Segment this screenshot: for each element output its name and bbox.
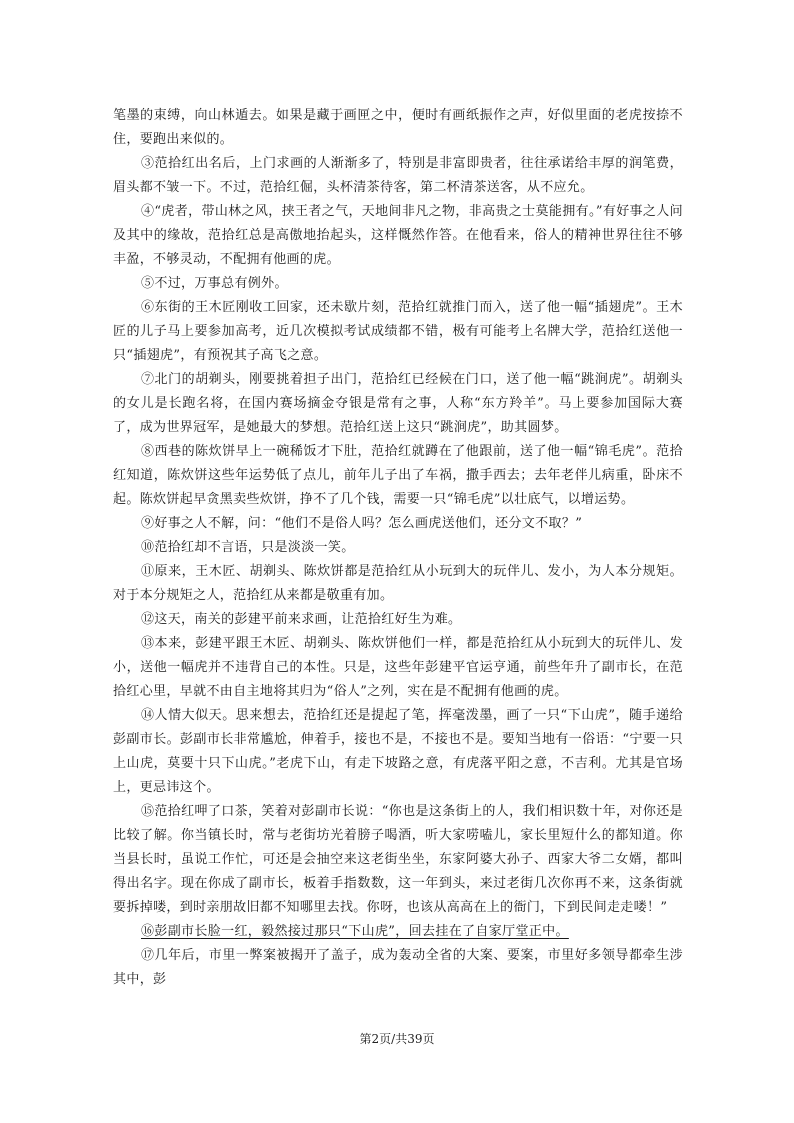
paragraph [113,608,683,632]
paragraph-text: 笔墨的束缚，向山林遁去。如果是藏于画匣之中，便时有画纸振作之声，好似里面的老虎按捺不住，要跑出来似的。 [113,108,683,147]
paragraph [113,704,683,800]
paragraph-text: ⑦北门的胡剃头，刚要挑着担子出门，范拾红已经候在门口，送了他一幅“跳涧虎”。胡剃头的女儿是长跑名将，在国内赛场摘金夺银是常有之事，人称“东方羚羊”。马上要参加国际大赛了，成为世界冠军，是她最大的梦想。范拾红送上这只“跳涧虎”，助其圆梦。 [113,372,683,435]
paragraph-text: ④“虎者，带山林之风，挟王者之气，天地间非凡之物，非高贵之士莫能拥有。”有好事之人问及其中的缘故，范拾红总是高傲地抬起头，这样慨然作答。在他看来，俗人的精神世界往往不够丰盈，不够灵动，不配拥有他画的虎。 [113,204,683,267]
paragraph [113,368,683,440]
paragraph [113,296,683,368]
paragraph-text: ⑬本来，彭建平跟王木匠、胡剃头、陈炊饼他们一样，都是范拾红从小玩到大的玩伴儿、发小，送他一幅虎并不违背自己的本性。只是，这些年彭建平官运亨通，前些年升了副市长，在范拾红心里，早就不由自主地将其归为“俗人”之列，实在是不配拥有他画的虎。 [113,636,683,699]
paragraph [113,200,683,272]
paragraph [113,632,683,704]
paragraph-text: ⑮范拾红呷了口茶，笑着对彭副市长说：“你也是这条街上的人，我们相识数十年，对你还是比较了解。你当镇长时，常与老街坊光着膀子喝酒，听大家唠嗑儿，家长里短什么的都知道。你当县长时，虽说工作忙，可还是会抽空来这老街坐坐，东家阿婆大孙子、西家大爷二女婿，都叫得出名字。现在你成了副市长，板着手指数数，这一年到头，来过老街几次你再不来，这条街就要拆掉喽，到时亲朋故旧都不知哪里去找。你呀，也该从高高在上的衙门，下到民间走走喽！” [113,804,683,915]
paragraph-text: ⑧西巷的陈炊饼早上一碗稀饭才下肚，范拾红就蹲在了他跟前，送了他一幅“锦毛虎”。范拾红知道，陈炊饼这些年运势低了点儿，前年儿子出了车祸，撒手西去；去年老伴儿病重，卧床不起。陈炊饼起早贪黑卖些炊饼，挣不了几个钱，需要一只“锦毛虎”以壮底气，以增运势。 [113,444,683,507]
paragraph [113,440,683,512]
paragraph [113,536,683,560]
underlined-text: ⑯彭副市长脸一红，毅然接过那只“下山虎”，回去挂在了自家厅堂正中。 [141,924,569,939]
paragraph [113,152,683,200]
document-body [113,104,683,992]
paragraph-text: ⑪原来，王木匠、胡剃头、陈炊饼都是范拾红从小玩到大的玩伴儿、发小，为人本分规矩。对于本分规矩之人，范拾红从来都是敬重有加。 [113,564,683,603]
paragraph [113,560,683,608]
paragraph-text: ⑥东街的王木匠刚收工回家，还未歇片刻，范拾红就推门而入，送了他一幅“插翅虎”。王木匠的儿子马上要参加高考，近几次模拟考试成绩都不错，极有可能考上名牌大学，范拾红送他一只“插翅虎”，有预祝其子高飞之意。 [113,300,683,363]
paragraph [113,104,683,152]
paragraph-text: ⑤不过，万事总有例外。 [141,276,288,291]
paragraph [113,512,683,536]
paragraph [113,920,683,944]
paragraph [113,944,683,992]
paragraph-text: ⑭人情大似天。思来想去，范拾红还是提起了笔，挥毫泼墨，画了一只“下山虎”，随手递给彭副市长。彭副市长非常尴尬，伸着手，接也不是，不接也不是。要知当地有一俗语：“宁要一只上山虎，莫要十只下山虎。”老虎下山，有走下坡路之意，有虎落平阳之意，不吉利。尤其是官场上，更忌讳这个。 [113,708,683,795]
paragraph-text: ⑩范拾红却不言语，只是淡淡一笑。 [141,540,355,555]
paragraph-text: ⑨好事之人不解，问：“他们不是俗人吗？怎么画虎送他们，还分文不取？” [141,516,583,531]
paragraph [113,272,683,296]
paragraph [113,800,683,920]
paragraph-text: ③范拾红出名后，上门求画的人渐渐多了，特别是非富即贵者，往往承诺给丰厚的润笔费，眉头都不皱一下。不过，范拾红倔，头杯清茶待客，第二杯清茶送客，从不应允。 [113,156,683,195]
paragraph-text: ⑫这天，南关的彭建平前来求画，让范拾红好生为难。 [141,612,462,627]
paragraph-text: ⑰几年后，市里一弊案被揭开了盖子，成为轰动全省的大案、要案，市里好多领导都牵生涉其中，彭 [113,948,683,987]
page-number: 第2页/共39页 [359,1032,435,1046]
